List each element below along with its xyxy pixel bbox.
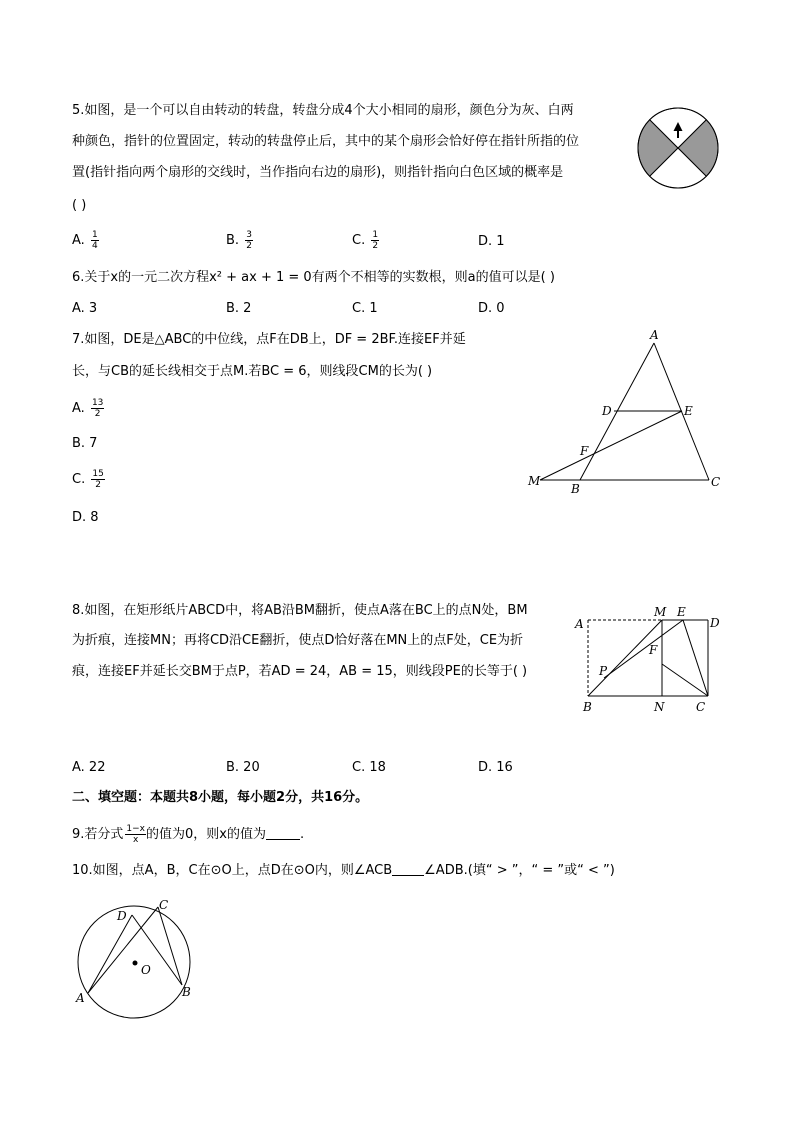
answer-blank	[266, 825, 300, 840]
fraction: $\frac{1}{2}$	[372, 230, 379, 251]
rectangle-fold-diagram	[570, 602, 730, 717]
q6-option-a: A. 3	[72, 301, 98, 316]
q6-option-d: D. 0	[478, 301, 505, 316]
label-c: C	[711, 475, 721, 489]
q5-line2: 种颜色，指针的位置固定，转动的转盘停止后，其中的某个扇形会恰好停在指针所指的位	[72, 134, 580, 149]
q7-option-a: A. $\frac{13}{2}$	[72, 398, 104, 419]
label-d: D	[117, 909, 127, 923]
label-c: C	[159, 898, 169, 912]
q8-option-b: B. 20	[226, 760, 260, 775]
q8-option-a: A. 22	[72, 760, 106, 775]
answer-blank	[392, 861, 424, 876]
q5-option-c: C. $\frac{1}{2}$	[352, 230, 379, 251]
q9-text: 9.若分式 $\frac{1-x}{x}$ 的值为0，则x的值为 .	[72, 824, 305, 845]
q6-option-b: B. 2	[226, 301, 252, 316]
label-a: A	[76, 991, 85, 1005]
q6-option-c: C. 1	[352, 301, 378, 316]
label-d: D	[602, 404, 612, 418]
label-n: N	[654, 700, 665, 714]
triangle-diagram	[520, 325, 730, 500]
fraction: $\frac{15}{2}$	[92, 469, 104, 490]
q8-option-d: D. 16	[478, 760, 513, 775]
label-f: F	[580, 444, 589, 458]
q5-option-a: A. $\frac{1}{4}$	[72, 230, 98, 251]
q7-option-b: B. 7	[72, 436, 98, 451]
q7-line2: 长，与CB的延长线相交于点M.若BC = 6，则线段CM的长为( )	[72, 364, 433, 379]
label-a: A	[650, 328, 659, 342]
label-p: P	[599, 664, 608, 678]
fraction: $\frac{1-x}{x}$	[126, 824, 145, 845]
q5-option-b: B. $\frac{3}{2}$	[226, 230, 252, 251]
circle-diagram	[72, 895, 202, 1030]
q5-line1: 5.如图，是一个可以自由转动的转盘，转盘分成4个大小相同的扇形，颜色分为灰、白两	[72, 103, 574, 118]
fraction: $\frac{3}{2}$	[246, 230, 252, 251]
q5-line3: 置(指针指向两个扇形的交线时，当作指向右边的扇形)，则指针指向白色区域的概率是	[72, 165, 564, 180]
label-b: B	[571, 482, 580, 496]
q7-option-c: C. $\frac{15}{2}$	[72, 469, 104, 490]
label-b: B	[182, 985, 191, 999]
q8-line3: 痕，连接EF并延长交BM于点P，若AD = 24，AB = 15，则线段PE的长等于( )	[72, 664, 528, 679]
spinner-diagram	[637, 107, 719, 189]
label-f: F	[649, 643, 658, 657]
q10-text: 10.如图，点A，B，C在⊙O上，点D在⊙O内，则∠ACB ∠ADB.(填“ > ”，“ = ”或“ < ”)	[72, 863, 615, 878]
fraction: $\frac{13}{2}$	[91, 398, 104, 419]
q5-option-d: D. 1	[478, 234, 505, 249]
label-a: A	[575, 617, 584, 631]
fraction: $\frac{1}{4}$	[91, 230, 98, 251]
q6-text: 6.关于x的一元二次方程x² + ax + 1 = 0有两个不相等的实数根，则a的值可以是( )	[72, 270, 555, 285]
label-e: E	[684, 404, 693, 418]
label-m: M	[654, 605, 667, 619]
label-o: O	[141, 963, 151, 977]
center-point	[133, 961, 138, 966]
label-d: D	[710, 616, 720, 630]
q5-line4: ( )	[72, 198, 87, 213]
label-b: B	[583, 700, 592, 714]
label-c: C	[696, 700, 706, 714]
q8-line2: 为折痕，连接MN；再将CD沿CE翻折，使点D恰好落在MN上的点F处，CE为折	[72, 633, 524, 648]
q8-line1: 8.如图，在矩形纸片ABCD中，将AB沿BM翻折，使点A落在BC上的点N处，BM	[72, 603, 528, 618]
label-e: E	[677, 605, 686, 619]
q7-option-d: D. 8	[72, 510, 99, 525]
section-title: 二、填空题：本题共8小题，每小题2分，共16分。	[72, 790, 369, 805]
q8-option-c: C. 18	[352, 760, 386, 775]
label-m: M	[528, 474, 541, 488]
q7-line1: 7.如图，DE是△ABC的中位线，点F在DB上，DF = 2BF.连接EF并延	[72, 332, 466, 347]
